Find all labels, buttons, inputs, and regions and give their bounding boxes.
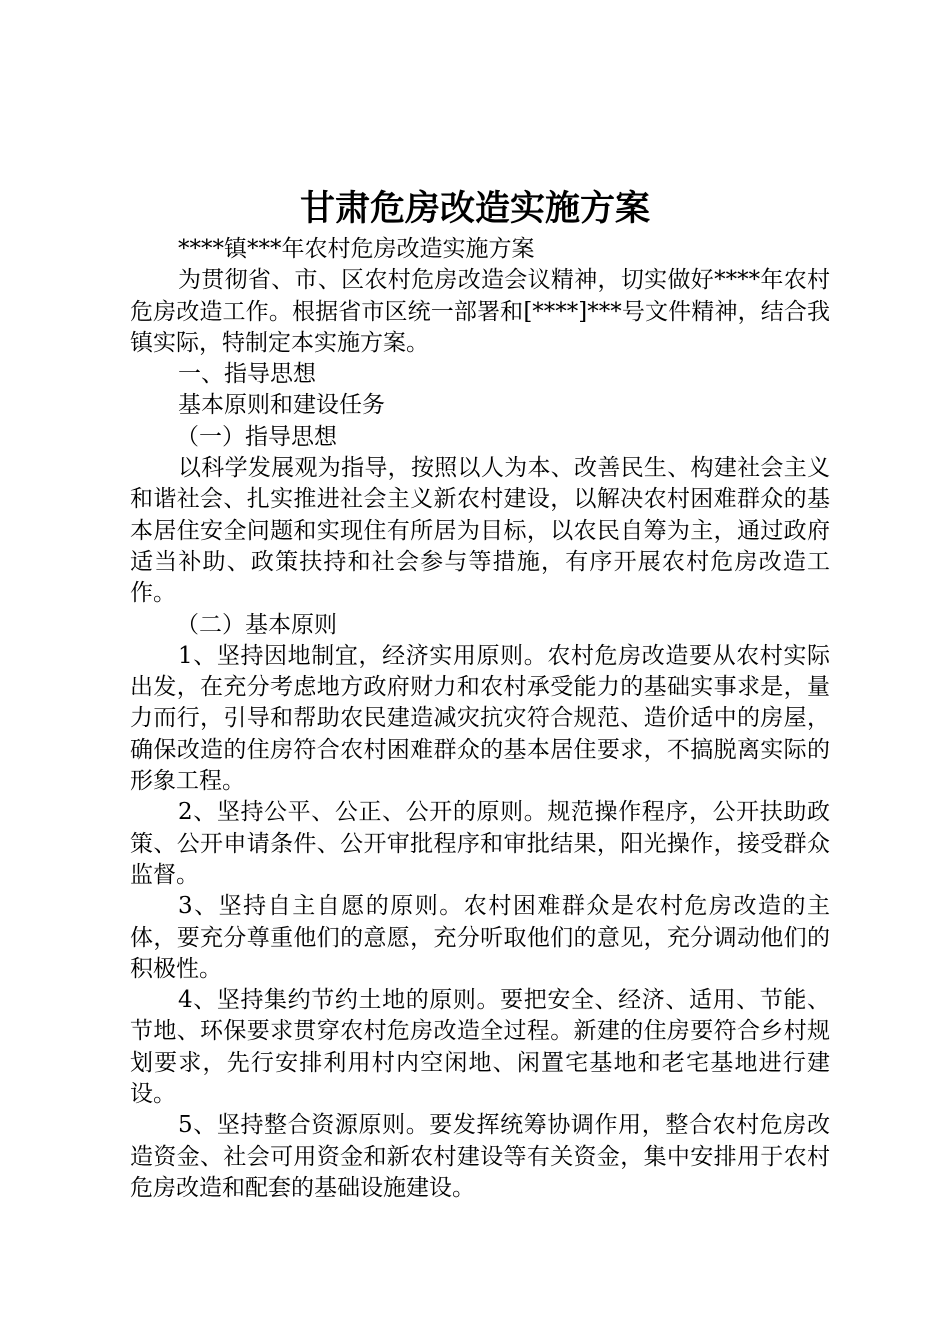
section-heading: 一、指导思想 bbox=[178, 361, 316, 388]
document-title: 甘肃危房改造实施方案 bbox=[299, 188, 650, 229]
section-heading-continued: 基本原则和建设任务 bbox=[178, 392, 385, 419]
document-body bbox=[130, 234, 830, 1204]
subsection-heading: （二）基本原则 bbox=[176, 611, 337, 638]
subsection-heading: （一）指导思想 bbox=[176, 423, 337, 450]
principle-paragraph: 4、坚持集约节约土地的原则。要把安全、经济、适用、节能、节地、环保要求贯穿农村危房改造全过程。新建的住房要符合乡村规划要求，先行安排利用村内空闲地、闲置宅基地和老宅基地进行建设。 bbox=[130, 987, 830, 1108]
guiding-thought-paragraph: 以科学发展观为指导，按照以人为本、改善民生、构建社会主义和谐社会、扎实推进社会主义新农村建设，以解决农村困难群众的基本居住安全问题和实现住有所居为目标，以农民自筹为主，通过政府适当补助、政策扶持和社会参与等措施，有序开展农村危房改造工作。 bbox=[130, 455, 830, 607]
principle-paragraph: 5、坚持整合资源原则。要发挥统筹协调作用，整合农村危房改造资金、社会可用资金和新农村建设等有关资金，集中安排用于农村危房改造和配套的基础设施建设。 bbox=[130, 1112, 830, 1201]
principle-paragraph: 3、坚持自主自愿的原则。农村困难群众是农村危房改造的主体，要充分尊重他们的意愿，充分听取他们的意见，充分调动他们的积极性。 bbox=[130, 893, 830, 982]
principle-paragraph: 2、坚持公平、公正、公开的原则。规范操作程序，公开扶助政策、公开申请条件、公开审批程序和审批结果，阳光操作，接受群众监督。 bbox=[130, 799, 830, 888]
intro-paragraph: 为贯彻省、市、区农村危房改造会议精神，切实做好****年农村危房改造工作。根据省市区统一部署和[****]***号文件精神，结合我镇实际，特制定本实施方案。 bbox=[130, 267, 830, 356]
principle-paragraph: 1、坚持因地制宜，经济实用原则。农村危房改造要从农村实际出发，在充分考虑地方政府财力和农村承受能力的基础实事求是，量力而行，引导和帮助农民建造减灾抗灾符合规范、造价适中的房屋，确保改造的住房符合农村困难群众的基本居住要求，不搞脱离实际的形象工程。 bbox=[130, 642, 830, 795]
subtitle-paragraph: ****镇***年农村危房改造实施方案 bbox=[178, 236, 535, 262]
